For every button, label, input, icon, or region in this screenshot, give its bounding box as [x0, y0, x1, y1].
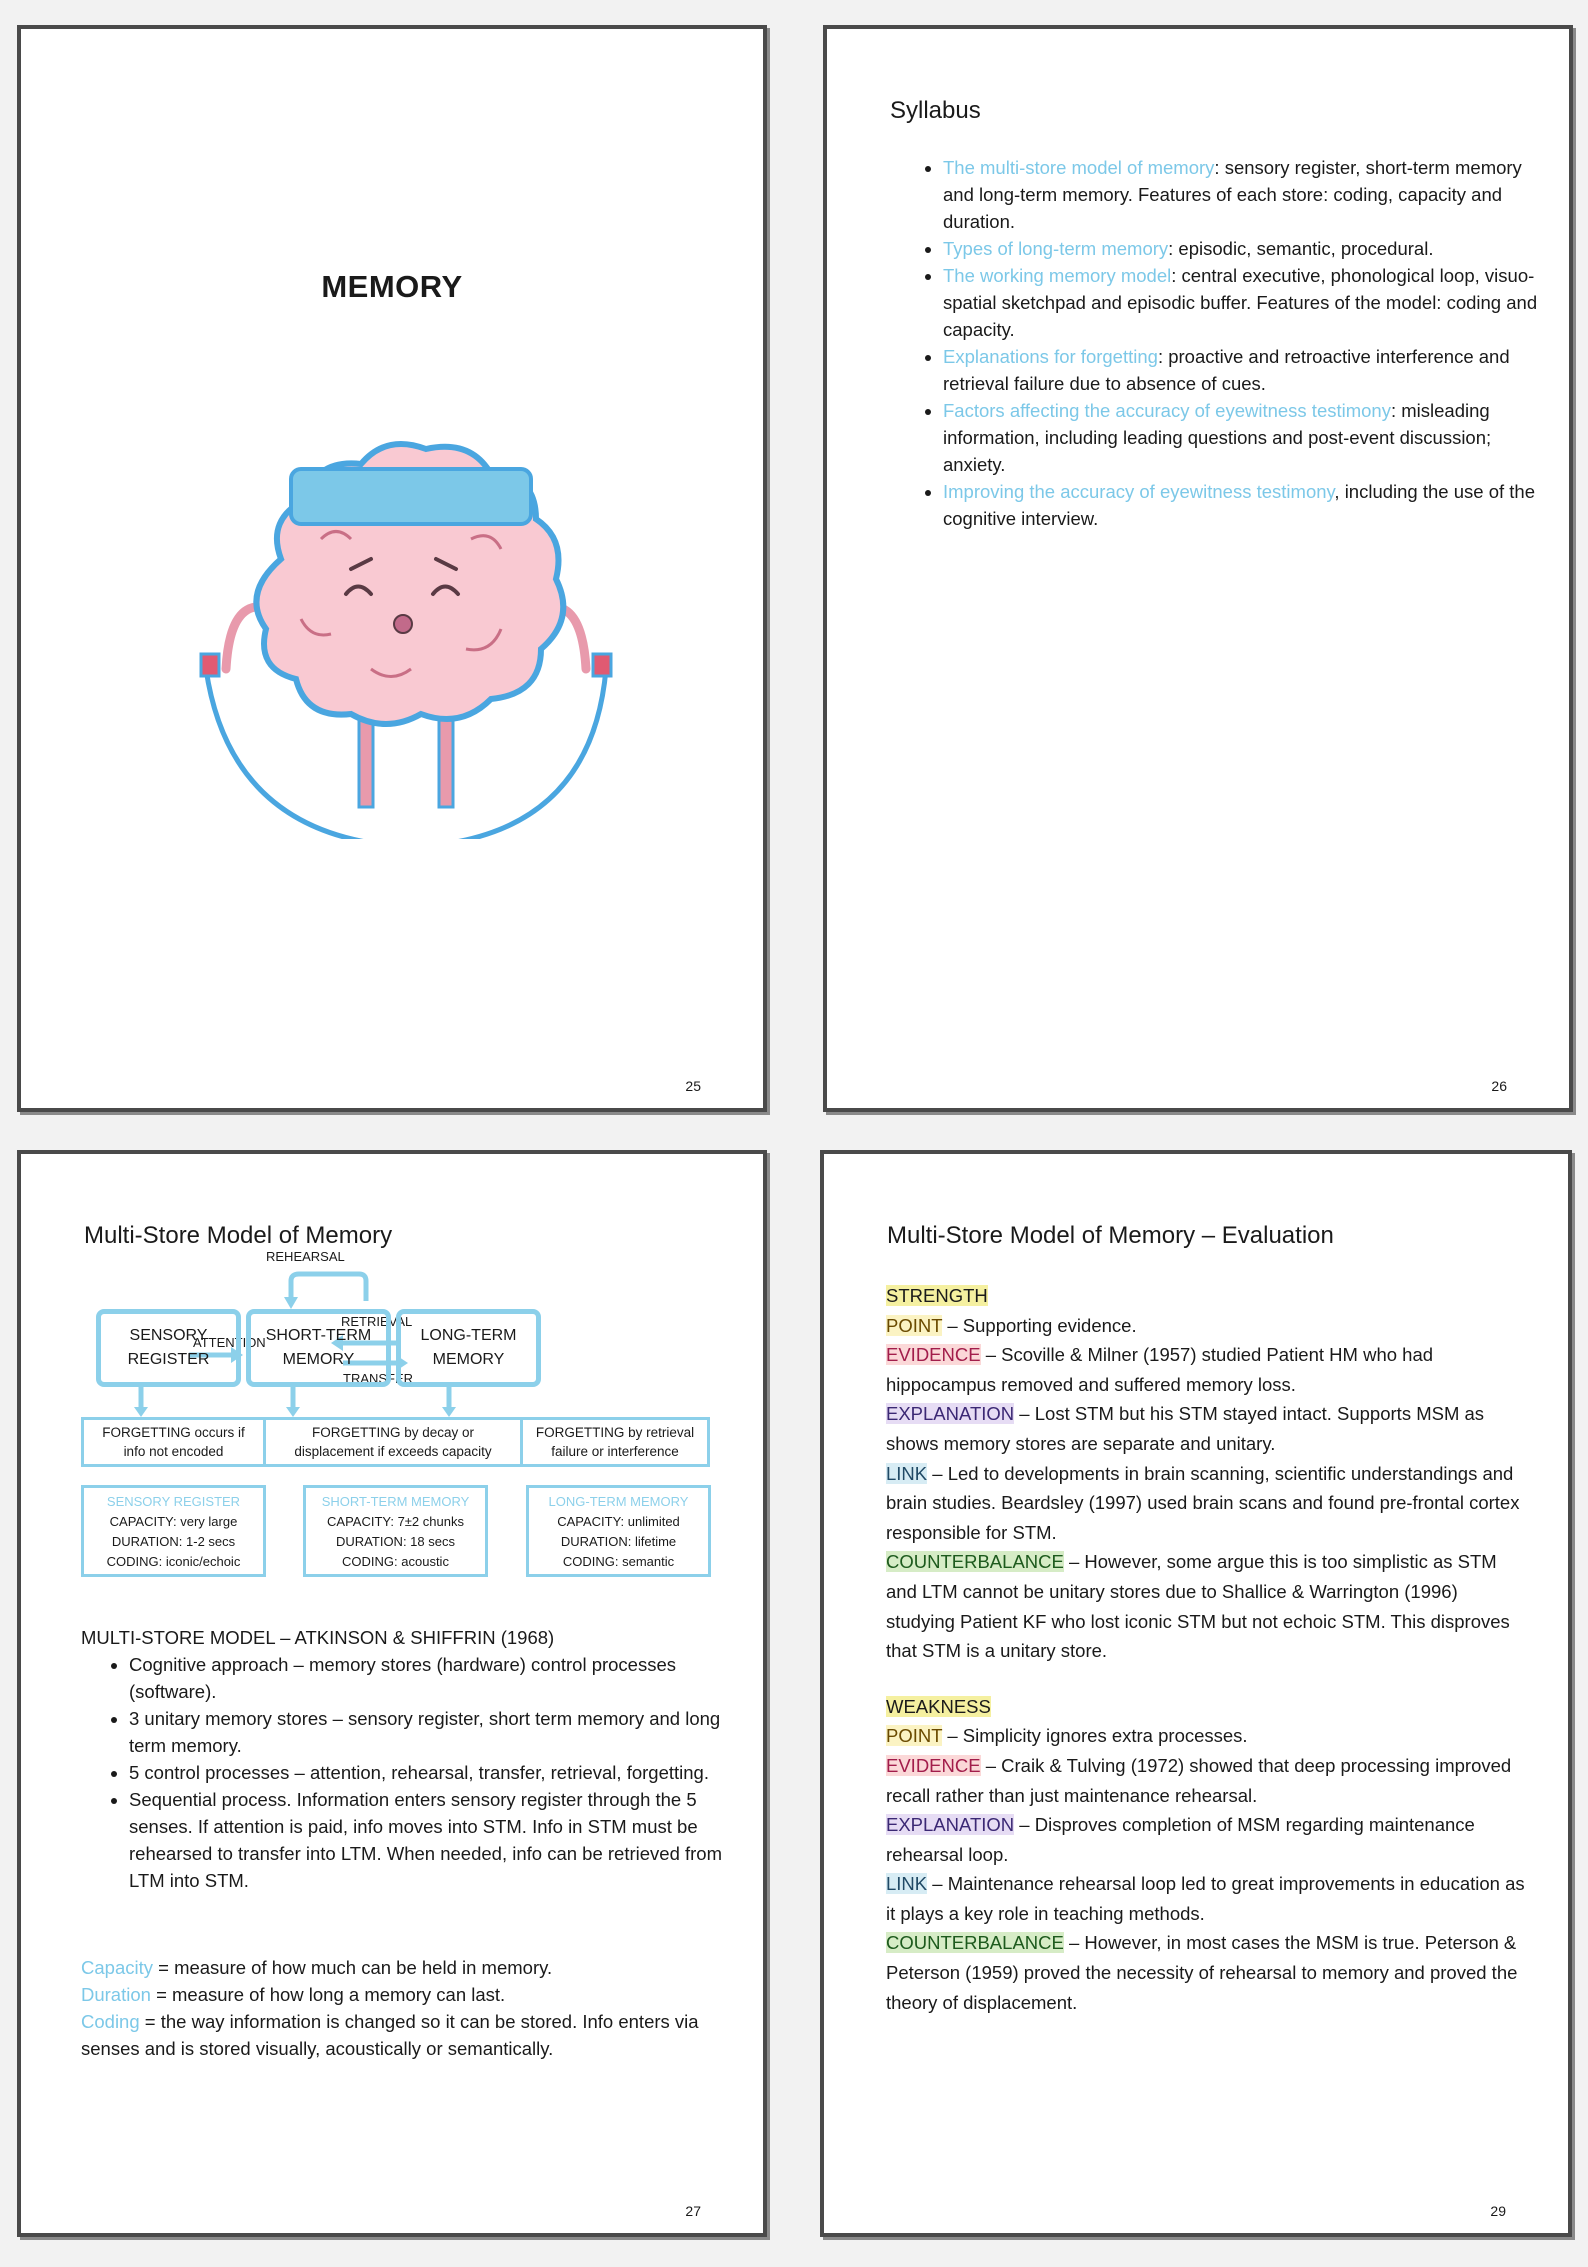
msm-diagram — [81, 1249, 731, 1589]
strength-point: POINT – Supporting evidence. — [886, 1314, 1137, 1336]
sensory-register-box: SENSORY REGISTER — [96, 1309, 241, 1387]
list-item: • Cognitive approach – memory stores (hardware) control processes (software). — [129, 1651, 729, 1705]
list-item: • The working memory model: central executive, phonological loop, visuo-spatial sketchpad and episodic buffer. Features of the model: coding and capacity. — [943, 262, 1543, 343]
evaluation-body — [886, 1281, 1526, 2017]
ltm-info-box: LONG-TERM MEMORY CAPACITY: unlimited DURATION: lifetime CODING: semantic — [526, 1485, 711, 1577]
list-item: • Factors affecting the accuracy of eyewitness testimony: misleading information, including leading questions and post-event discussion; anxiety. — [943, 397, 1543, 478]
forgetting-stm: FORGETTING by decay or displacement if exceeds capacity — [263, 1417, 523, 1467]
syllabus-link[interactable]: Improving the accuracy of eyewitness testimony — [943, 481, 1335, 502]
rehearsal-label: REHEARSAL — [266, 1249, 345, 1264]
definition: Duration = measure of how long a memory can last. — [81, 1984, 506, 2005]
syllabus-link[interactable]: Factors affecting the accuracy of eyewitness testimony — [943, 400, 1391, 421]
brain-illustration — [171, 419, 641, 839]
strength-heading: STRENGTH — [886, 1285, 988, 1306]
list-item: • Improving the accuracy of eyewitness testimony, including the use of the cognitive interview. — [943, 478, 1543, 532]
ltm-box: LONG-TERM MEMORY — [396, 1309, 541, 1387]
sensory-info-box: SENSORY REGISTER CAPACITY: very large DURATION: 1-2 secs CODING: iconic/echoic — [81, 1485, 266, 1577]
cover-title: MEMORY — [321, 269, 463, 304]
model-bullets — [81, 1651, 729, 1894]
page-evaluation — [820, 1150, 1572, 2237]
weakness-explanation: EXPLANATION – Disproves completion of MSM regarding maintenance rehearsal loop. — [886, 1814, 1475, 1865]
syllabus-link[interactable]: Types of long-term memory — [943, 238, 1169, 259]
stm-box: SHORT-TERM MEMORY — [246, 1309, 391, 1387]
page-number: 27 — [685, 2203, 701, 2219]
list-item: • Sequential process. Information enters sensory register through the 5 senses. If attention is paid, info moves into STM. Info in STM must be rehearsed to transfer into LTM. When needed, info can be retrieved from LTM into STM. — [129, 1786, 729, 1894]
page-title: Syllabus — [890, 97, 981, 124]
weakness-heading: WEAKNESS — [886, 1695, 991, 1717]
list-item: • The multi-store model of memory: sensory register, short-term memory and long-term memory. Features of each store: coding, capacity and duration. — [943, 154, 1543, 235]
weakness-evidence: EVIDENCE – Craik & Tulving (1972) showed that deep processing improved recall rather than just maintenance rehearsal. — [886, 1754, 1512, 1806]
definition: Coding = the way information is changed so it can be stored. Info enters via senses and is stored visually, acoustically or semantically. — [81, 2011, 699, 2059]
page-title: Multi-Store Model of Memory – Evaluation — [887, 1222, 1334, 1249]
syllabus-link[interactable]: Explanations for forgetting — [943, 346, 1158, 367]
page-title: Multi-Store Model of Memory — [84, 1222, 393, 1249]
attention-label: ATTENTION — [193, 1335, 266, 1350]
page-syllabus — [823, 25, 1573, 1112]
list-item: • Types of long-term memory: episodic, semantic, procedural. — [943, 235, 1543, 262]
definitions — [81, 1954, 721, 2062]
transfer-label: TRANSFER — [343, 1371, 414, 1386]
list-item: • Explanations for forgetting: proactive and retroactive interference and retrieval failure due to absence of cues. — [943, 343, 1543, 397]
list-item: • 3 unitary memory stores – sensory register, short term memory and long term memory. — [129, 1705, 729, 1759]
model-section — [81, 1624, 729, 1894]
strength-link: LINK – Led to developments in brain scanning, scientific understandings and brain studies. Beardsley (1997) used brain scans and found pre-frontal cortex responsible for STM. — [886, 1462, 1520, 1543]
forgetting-ltm: FORGETTING by retrieval failure or interference — [520, 1417, 710, 1467]
syllabus-link[interactable]: The multi-store model of memory — [943, 157, 1215, 178]
retrieval-label: RETRIEVAL — [341, 1314, 413, 1329]
page-number: 29 — [1490, 2203, 1506, 2219]
forgetting-sensory: FORGETTING occurs if info not encoded — [81, 1417, 266, 1467]
weakness-link: LINK – Maintenance rehearsal loop led to great improvements in education as it plays a key role in teaching methods. — [886, 1873, 1525, 1924]
syllabus-link[interactable]: The working memory model — [943, 265, 1172, 286]
page-cover — [17, 25, 767, 1112]
page-msm — [17, 1150, 767, 2237]
weakness-point: POINT – Simplicity ignores extra processes. — [886, 1725, 1248, 1747]
strength-explanation: EXPLANATION – Lost STM but his STM stayed intact. Supports MSM as shows memory stores are separate and unitary. — [886, 1403, 1485, 1454]
page-number: 25 — [685, 1078, 701, 1094]
model-heading: MULTI-STORE MODEL – ATKINSON & SHIFFRIN (1968) — [81, 1627, 555, 1648]
strength-evidence: EVIDENCE – Scoville & Milner (1957) studied Patient HM who had hippocampus removed and suffered memory loss. — [886, 1344, 1434, 1395]
page-number: 26 — [1491, 1078, 1507, 1094]
strength-counterbalance: COUNTERBALANCE – However, some argue this is too simplistic as STM and LTM cannot be unitary stores due to Shallice & Warrington (1996) studying Patient KF who lost iconic STM but not echoic STM. This disproves that STM is a unitary store. — [886, 1551, 1510, 1662]
syllabus-list — [887, 154, 1543, 532]
weakness-counterbalance: COUNTERBALANCE – However, in most cases the MSM is true. Peterson & Peterson (1959) proved the necessity of rehearsal to memory and proved the theory of displacement. — [886, 1932, 1518, 2013]
definition: Capacity = measure of how much can be held in memory. — [81, 1957, 553, 1978]
list-item: • 5 control processes – attention, rehearsal, transfer, retrieval, forgetting. — [129, 1759, 729, 1786]
stm-info-box: SHORT-TERM MEMORY CAPACITY: 7±2 chunks DURATION: 18 secs CODING: acoustic — [303, 1485, 488, 1577]
